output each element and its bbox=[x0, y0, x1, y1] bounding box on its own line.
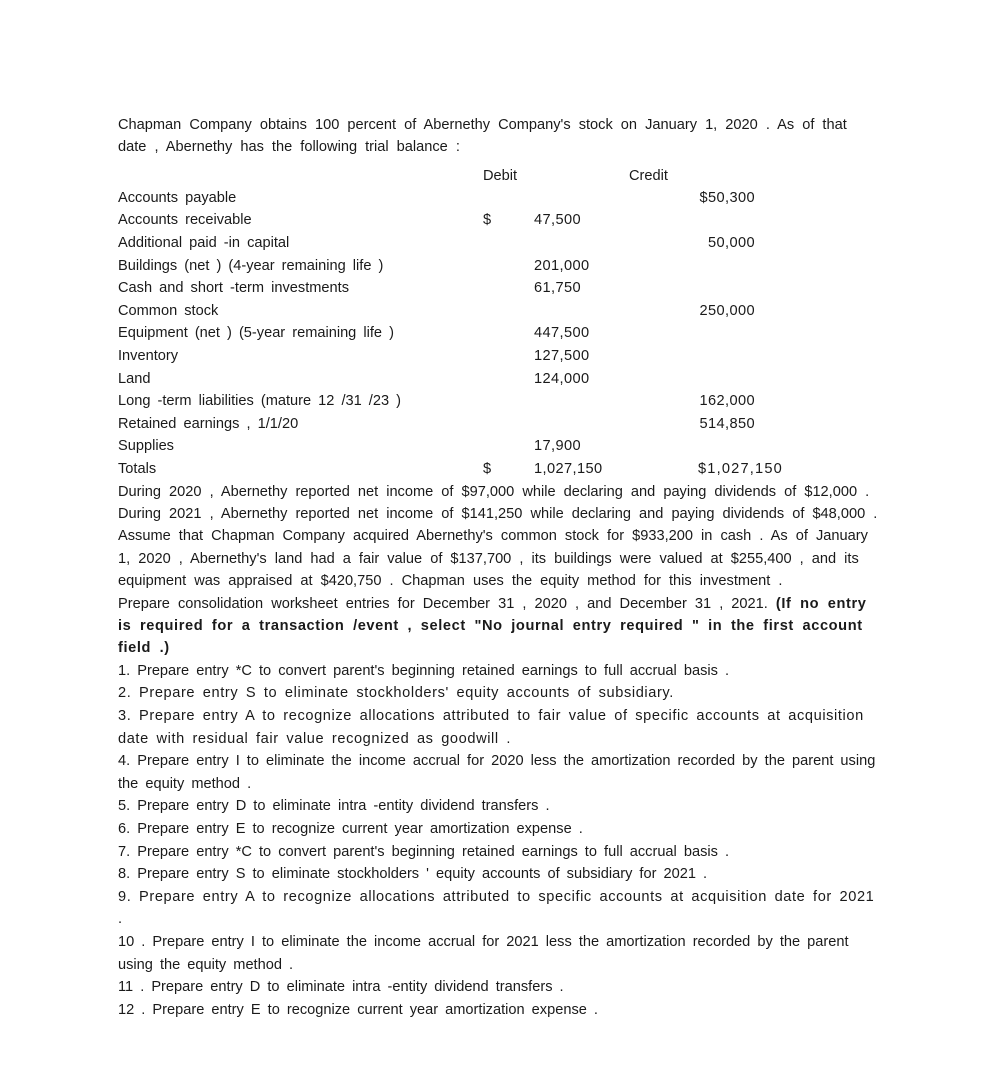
intro-paragraph: Chapman Company obtains 100 percent of Abernethy Company's stock on January 1, 2020 . As of that date , Abernethy has the following trial balance : bbox=[118, 117, 847, 156]
debit-amount: 124,000 bbox=[534, 370, 590, 387]
step-item: 2. Prepare entry S to eliminate stockholders' equity accounts of subsidiary. bbox=[118, 685, 674, 702]
step-item: 11 . Prepare entry D to eliminate intra -entity dividend transfers . bbox=[118, 979, 564, 996]
total-credit: $1,027,150 bbox=[697, 460, 783, 477]
step-item: 3. Prepare entry A to recognize allocations attributed to fair value of specific accounts at acquisition date with residual fair value recognized as goodwill . bbox=[118, 707, 864, 747]
prepare-instructions bbox=[118, 593, 878, 660]
account-name: Supplies bbox=[118, 438, 174, 455]
debit-amount: 17,900 bbox=[534, 438, 582, 455]
trial-balance-row bbox=[118, 209, 878, 232]
trial-balance-row bbox=[118, 322, 878, 345]
credit-amount: $50,300 bbox=[699, 189, 755, 206]
assumption-paragraph: Assume that Chapman Company acquired Abernethy's common stock for $933,200 in cash . As of January 1, 2020 , Abernethy's land had a fair value of $137,700 , its buildings were valued at $255,400 , and its equipment was appraised at $420,750 . Chapman uses the equity method for this investment . bbox=[118, 528, 868, 590]
account-name: Inventory bbox=[118, 347, 179, 364]
account-name: Equipment (net ) (5-year remaining life ) bbox=[118, 325, 394, 342]
trial-balance-row bbox=[118, 435, 878, 458]
total-debit-symbol: $ bbox=[483, 460, 492, 477]
account-name: Common stock bbox=[118, 302, 219, 319]
trial-balance-row bbox=[118, 345, 878, 368]
step-item: 9. Prepare entry A to recognize allocations attributed to specific accounts at acquisition date for 2021 . bbox=[118, 888, 875, 928]
debit-amount: 127,500 bbox=[534, 347, 590, 364]
trial-balance-row bbox=[118, 187, 878, 210]
debit-symbol: $ bbox=[483, 212, 492, 229]
account-name: Long -term liabilities (mature 12 /31 /23 ) bbox=[118, 393, 401, 410]
account-name: Land bbox=[118, 370, 151, 387]
account-name: Buildings (net ) (4-year remaining life ) bbox=[118, 257, 384, 274]
debit-amount: 61,750 bbox=[534, 280, 582, 297]
credit-amount: 162,000 bbox=[699, 393, 755, 410]
trial-balance-row bbox=[118, 413, 878, 436]
step-item: 12 . Prepare entry E to recognize current year amortization expense . bbox=[118, 1001, 598, 1018]
prepare-lead-text: Prepare consolidation worksheet entries for December 31 , 2020 , and December 31 , 2021. bbox=[118, 595, 768, 612]
trial-balance-row bbox=[118, 390, 878, 413]
account-name: Accounts payable bbox=[118, 189, 237, 206]
credit-amount: 514,850 bbox=[699, 415, 755, 432]
account-name: Accounts receivable bbox=[118, 212, 252, 229]
step-list bbox=[118, 660, 878, 1022]
step-item: 10 . Prepare entry I to eliminate the income accrual for 2021 less the amortization recorded by the parent using the equity method . bbox=[118, 933, 849, 973]
trial-balance-header bbox=[118, 165, 878, 187]
account-name: Retained earnings , 1/1/20 bbox=[118, 415, 299, 432]
step-item: 1. Prepare entry *C to convert parent's beginning retained earnings to full accrual basis . bbox=[118, 662, 730, 679]
debit-column-header: Debit bbox=[483, 167, 518, 184]
trial-balance-total-row bbox=[118, 458, 878, 481]
trial-balance-row bbox=[118, 368, 878, 391]
debit-amount: 201,000 bbox=[534, 257, 590, 274]
step-item: 5. Prepare entry D to eliminate intra -entity dividend transfers . bbox=[118, 798, 550, 815]
trial-balance-table bbox=[118, 165, 878, 481]
credit-amount: 50,000 bbox=[707, 235, 755, 251]
step-item: 7. Prepare entry *C to convert parent's beginning retained earnings to full accrual basis . bbox=[118, 843, 730, 860]
credit-column-header: Credit bbox=[629, 167, 668, 184]
step-item: 4. Prepare entry I to eliminate the income accrual for 2020 less the amortization recorded by the parent using the equity method . bbox=[118, 753, 876, 792]
trial-balance-row bbox=[118, 255, 878, 278]
total-debit: 1,027,150 bbox=[534, 460, 603, 477]
document-body bbox=[118, 114, 878, 1021]
trial-balance-rows bbox=[118, 187, 878, 458]
trial-balance-row bbox=[118, 232, 878, 255]
step-item: 8. Prepare entry S to eliminate stockholders ' equity accounts of subsidiary for 2021 . bbox=[118, 866, 708, 883]
debit-amount: 447,500 bbox=[534, 325, 590, 342]
trial-balance-row bbox=[118, 300, 878, 323]
account-name: Cash and short -term investments bbox=[118, 280, 349, 297]
total-label: Totals bbox=[118, 460, 157, 477]
debit-amount: 47,500 bbox=[534, 212, 582, 229]
step-item: 6. Prepare entry E to recognize current year amortization expense . bbox=[118, 820, 583, 837]
credit-amount: 250,000 bbox=[699, 302, 755, 319]
trial-balance-row bbox=[118, 277, 878, 300]
income-paragraph: During 2020 , Abernethy reported net income of $97,000 while declaring and paying dividends of $12,000 . During 2021 , Abernethy reported net income of $141,250 while declaring and paying dividends of $48,000 . bbox=[118, 483, 878, 522]
account-name: Additional paid -in capital bbox=[118, 235, 290, 251]
prepare-note-text: (If no entry is required for a transaction /event , select "No journal entry required " in the first account field .) bbox=[118, 595, 867, 657]
